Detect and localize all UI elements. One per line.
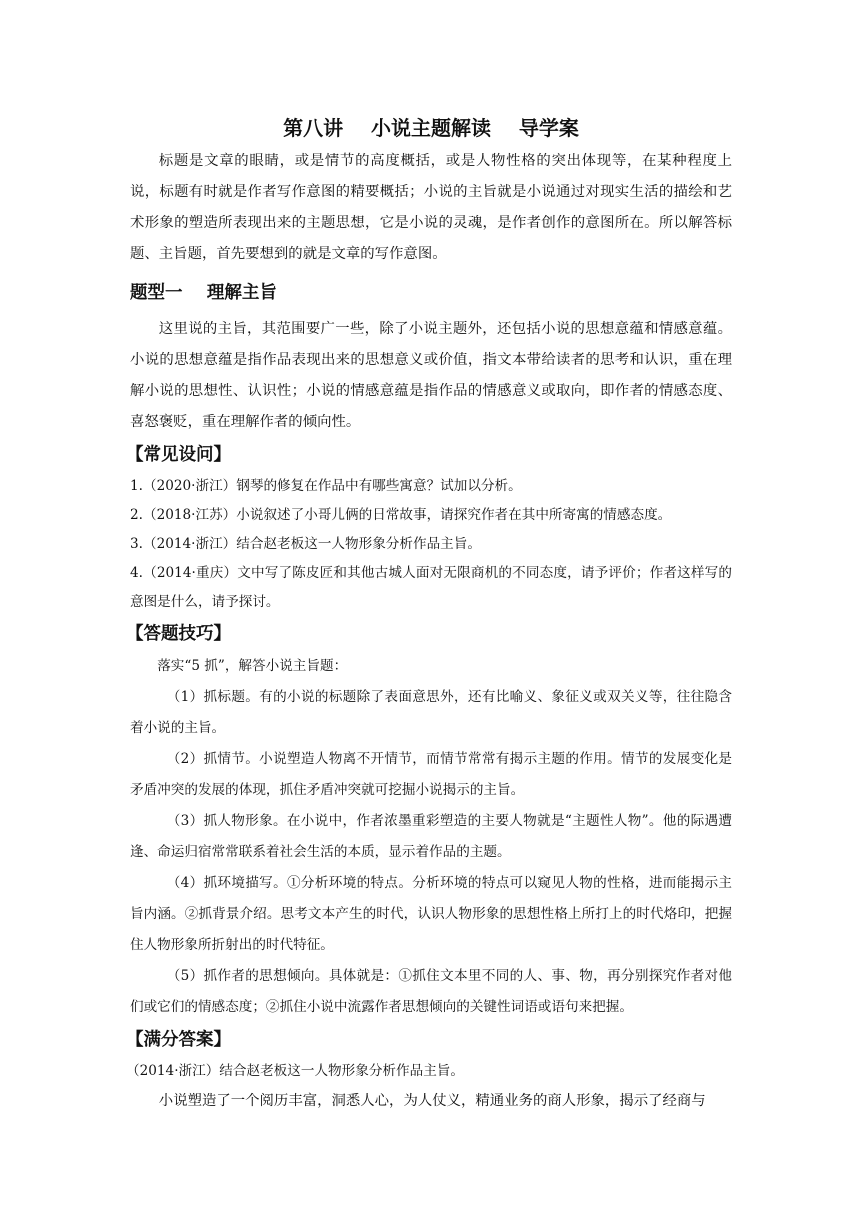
technique-item: （2）抓情节。小说塑造人物离不开情节，而情节常常有揭示主题的作用。情节的发展变化是矛盾冲突的发展的体现，抓住矛盾冲突就可挖掘小说揭示的主旨。 — [130, 751, 732, 798]
question-item: 4.（2014·重庆）文中写了陈皮匠和其他古城人面对无限商机的不同态度，请予评价；作者这样写的意图是什么，请予探讨。 — [130, 565, 732, 610]
technique-item: （4）抓环境描写。①分析环境的特点。分析环境的特点可以窥见人物的性格，进而能揭示主旨内涵。②抓背景介绍。思考文本产生的时代，认识人物形象的思想性格上所打上的时代烙印，把握住人物形象所折射出的时代特征。 — [130, 875, 732, 953]
section-heading-type-one: 题型一 理解主旨 — [130, 283, 277, 303]
full-answer-source: （2014·浙江）结合赵老板这一人物形象分析作品主旨。 — [126, 1063, 464, 1079]
techniques-heading: 【答题技巧】 — [126, 624, 231, 644]
question-item: 1.（2020·浙江）钢琴的修复在作品中有哪些寓意？试加以分析。 — [130, 478, 522, 494]
technique-item: （3）抓人物形象。在小说中，作者浓墨重彩塑造的主要人物就是“主题性人物”。他的际遇遭逢、命运归宿常常联系着社会生活的本质，显示着作品的主题。 — [130, 813, 732, 860]
technique-item: （1）抓标题。有的小说的标题除了表面意思外，还有比喻义、象征义或双关义等，往往隐含着小说的主旨。 — [130, 689, 732, 736]
full-answer-heading: 【满分答案】 — [126, 1030, 231, 1050]
full-answer-body: 小说塑造了一个阅历丰富，洞悉人心，为人仗义，精通业务的商人形象，揭示了经商与 — [158, 1093, 706, 1109]
question-item: 3.（2014·浙江）结合赵老板这一人物形象分析作品主旨。 — [130, 536, 481, 552]
technique-item: （5）抓作者的思想倾向。具体就是：①抓住文本里不同的人、事、物，再分别探究作者对他们或它们的情感态度；②抓住小说中流露作者思想倾向的关键性词语或语句来把握。 — [130, 968, 732, 1015]
intro-paragraph: 标题是文章的眼睛，或是情节的高度概括，或是人物性格的突出体现等，在某种程度上说，标题有时就是作者写作意图的精要概括；小说的主旨就是小说通过对现实生活的描绘和艺术形象的塑造所表现出来的主题思想，它是小说的灵魂，是作者创作的意图所在。所以解答标题、主旨题，首先要想到的就是文章的写作意图。 — [130, 153, 732, 262]
page-title: 第八讲 小说主题解读 导学案 — [283, 116, 579, 140]
question-item: 2.（2018·江苏）小说叙述了小哥儿俩的日常故事，请探究作者在其中所寄寓的情感态度。 — [130, 507, 672, 523]
section-one-body: 这里说的主旨，其范围要广一些，除了小说主题外，还包括小说的思想意蕴和情感意蕴。小说的思想意蕴是指作品表现出来的思想意义或价值，指文本带给读者的思考和认识，重在理解小说的思想性、认识性；小说的情感意蕴是指作品的情感意义或取向，即作者的情感态度、喜怒褒贬，重在理解作者的倾向性。 — [130, 321, 732, 430]
techniques-lead: 落实“5 抓”，解答小说主旨题： — [157, 658, 348, 674]
common-questions-heading: 【常见设问】 — [126, 445, 231, 465]
document-content — [126, 112, 732, 1117]
